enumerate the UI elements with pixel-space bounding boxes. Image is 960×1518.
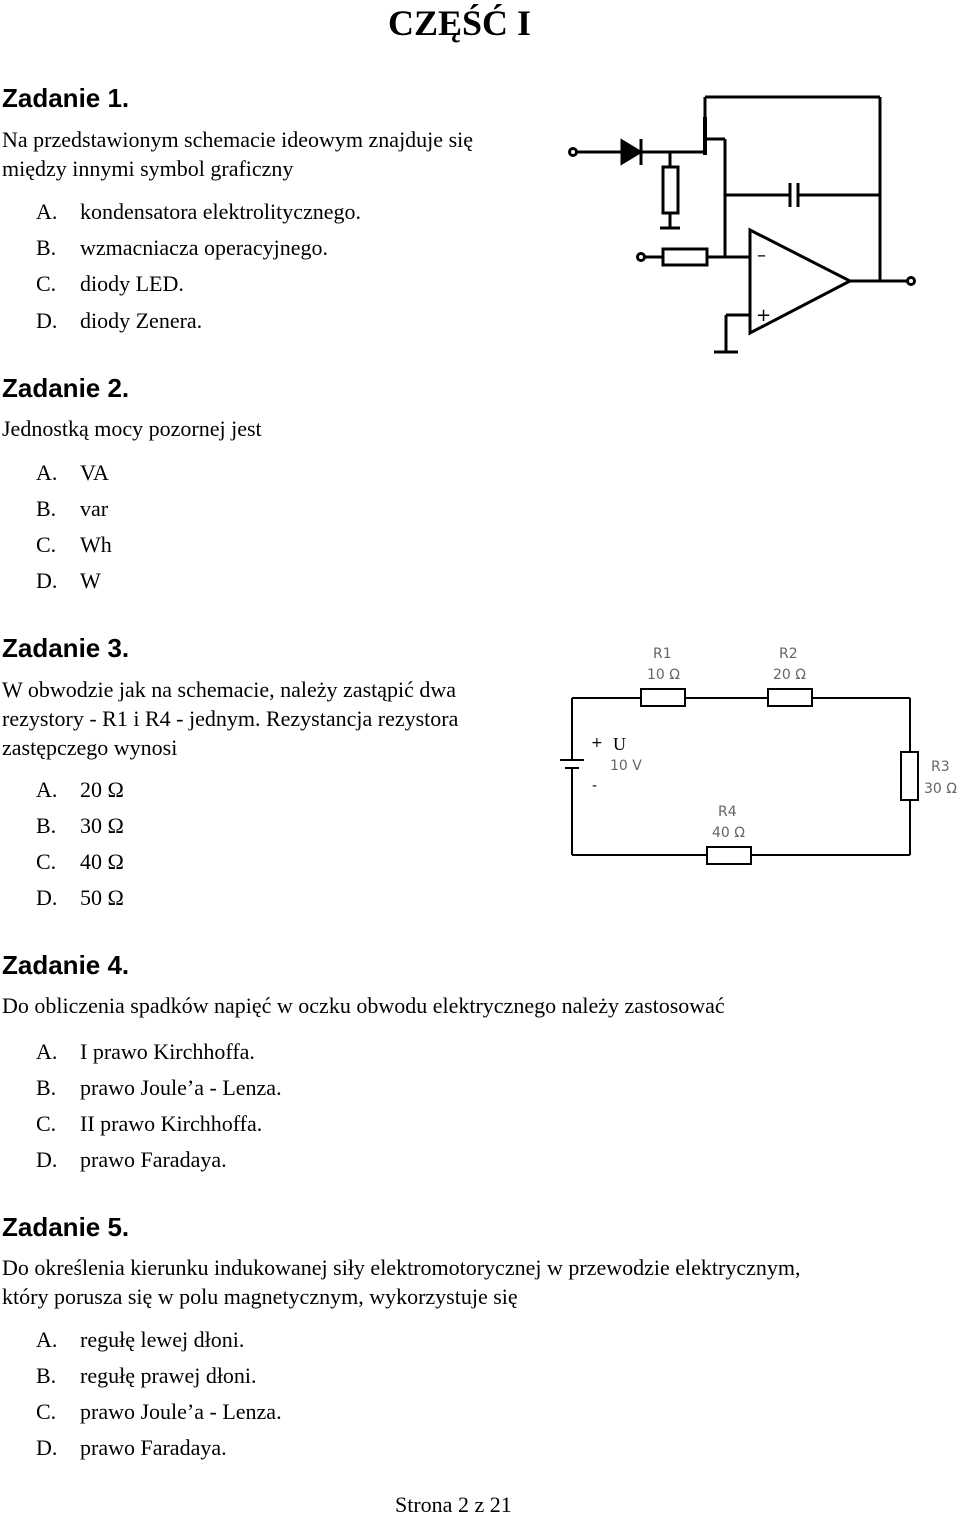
- option-letter: C.: [36, 532, 57, 557]
- question-heading: Zadanie 3.: [2, 633, 130, 663]
- option-letter: B.: [36, 496, 57, 521]
- answer-option: [36, 1399, 282, 1425]
- input-terminal: [570, 149, 577, 156]
- resistor-r3-icon: [901, 752, 918, 800]
- option-letter: D.: [36, 1435, 58, 1460]
- option-letter: B.: [36, 1363, 57, 1388]
- answer-option: [36, 199, 361, 225]
- answer-option: [36, 308, 202, 334]
- answer-option: [36, 1111, 262, 1137]
- answer-option: [36, 1039, 255, 1065]
- answer-option: [36, 1363, 257, 1389]
- answer-option: [36, 885, 124, 911]
- option-letter: A.: [36, 1327, 58, 1352]
- r4-value: 40 Ω: [712, 825, 745, 841]
- question-text-line: który porusza się w polu magnetycznym, wykorzystuje się: [2, 1284, 518, 1309]
- answer-option: [36, 777, 124, 803]
- question-heading: Zadanie 2.: [2, 373, 130, 403]
- answer-option: [36, 1327, 244, 1353]
- resistor-r2-icon: [768, 689, 812, 706]
- option-letter: A.: [36, 460, 58, 485]
- option-text: prawo Joule’a - Lenza.: [80, 1399, 282, 1424]
- question-text-line: Jednostką mocy pozornej jest: [2, 416, 262, 441]
- r2-name: R2: [779, 646, 798, 662]
- answer-option: [36, 1147, 227, 1173]
- opamp-minus-label: –: [757, 245, 766, 266]
- option-letter: B.: [36, 235, 57, 260]
- battery-plus-label: +: [591, 735, 603, 751]
- page-title: CZĘŚĆ I: [388, 3, 532, 43]
- answer-option: [36, 1435, 227, 1461]
- resistor-r4-icon: [707, 847, 751, 864]
- option-text: prawo Faradaya.: [80, 1147, 227, 1172]
- r3-value: 30 Ω: [924, 781, 957, 797]
- r1-name: R1: [653, 646, 672, 662]
- r2-value: 20 Ω: [773, 667, 806, 683]
- option-letter: C.: [36, 849, 57, 874]
- answer-option: [36, 568, 101, 594]
- option-letter: B.: [36, 813, 57, 838]
- question-heading: Zadanie 4.: [2, 950, 130, 980]
- question-text-line: zastępczego wynosi: [2, 735, 178, 760]
- resistor-icon: [663, 167, 678, 213]
- answer-option: [36, 1075, 282, 1101]
- resistor-icon: [663, 249, 707, 265]
- question-text-line: Do obliczenia spadków napięć w oczku obwodu elektrycznego należy zastosować: [2, 993, 725, 1018]
- option-letter: A.: [36, 199, 58, 224]
- option-letter: C.: [36, 271, 57, 296]
- opamp-plus-label: +: [756, 305, 772, 326]
- answer-option: [36, 271, 184, 297]
- answer-option: [36, 813, 124, 839]
- option-text: W: [80, 568, 101, 593]
- answer-option: [36, 496, 108, 522]
- input-terminal: [638, 254, 645, 261]
- option-text: var: [80, 496, 109, 521]
- r3-name: R3: [931, 759, 950, 775]
- answer-option: [36, 460, 109, 486]
- answer-option: [36, 235, 328, 261]
- option-text: kondensatora elektrolitycznego.: [80, 199, 362, 224]
- option-letter: A.: [36, 777, 58, 802]
- option-text: regułę prawej dłoni.: [80, 1363, 257, 1388]
- diode-icon: [622, 141, 640, 163]
- question-text: [2, 414, 262, 443]
- voltage-value: 10 V: [610, 758, 642, 774]
- resistor-r1-icon: [641, 689, 685, 706]
- question-text-line: Do określenia kierunku indukowanej siły elektromotorycznej w przewodzie elektrycznym,: [2, 1255, 801, 1280]
- r4-name: R4: [718, 804, 737, 820]
- option-text: diody LED.: [80, 271, 184, 296]
- option-text: Wh: [80, 532, 112, 557]
- option-letter: A.: [36, 1039, 58, 1064]
- option-letter: C.: [36, 1111, 57, 1136]
- battery-minus-label: -: [592, 778, 598, 794]
- option-letter: D.: [36, 568, 58, 593]
- option-text: 30 Ω: [80, 813, 124, 838]
- question-heading: Zadanie 5.: [2, 1212, 130, 1242]
- output-terminal: [908, 278, 915, 285]
- option-text: 20 Ω: [80, 777, 124, 802]
- answer-option: [36, 532, 112, 558]
- question-text: [2, 675, 458, 762]
- question-text: [2, 125, 473, 183]
- question-text-line: Na przedstawionym schemacie ideowym znajduje się: [2, 127, 474, 152]
- option-text: I prawo Kirchhoffa.: [80, 1039, 255, 1064]
- option-text: 50 Ω: [80, 885, 124, 910]
- option-text: VA: [80, 460, 109, 485]
- opamp-schematic: [560, 85, 920, 360]
- question-heading: Zadanie 1.: [2, 83, 130, 113]
- question-text-line: między innymi symbol graficzny: [2, 156, 294, 181]
- option-text: diody Zenera.: [80, 308, 203, 333]
- option-text: prawo Joule’a - Lenza.: [80, 1075, 282, 1100]
- option-letter: D.: [36, 1147, 58, 1172]
- answer-option: [36, 849, 124, 875]
- question-text-line: rezystory - R1 i R4 - jednym. Rezystancja rezystora: [2, 706, 459, 731]
- option-text: regułę lewej dłoni.: [80, 1327, 245, 1352]
- option-letter: B.: [36, 1075, 57, 1100]
- option-letter: C.: [36, 1399, 57, 1424]
- question-text: [2, 991, 725, 1020]
- page-footer: Strona 2 z 21: [395, 1492, 512, 1517]
- option-text: prawo Faradaya.: [80, 1435, 227, 1460]
- r1-value: 10 Ω: [647, 667, 680, 683]
- question-text-line: W obwodzie jak na schemacie, należy zastąpić dwa: [2, 677, 457, 702]
- resistor-circuit-schematic: [555, 640, 960, 870]
- option-text: 40 Ω: [80, 849, 124, 874]
- option-letter: D.: [36, 885, 58, 910]
- voltage-label: U: [613, 734, 626, 754]
- question-text: [2, 1253, 800, 1311]
- option-text: II prawo Kirchhoffa.: [80, 1111, 263, 1136]
- option-letter: D.: [36, 308, 58, 333]
- option-text: wzmacniacza operacyjnego.: [80, 235, 328, 260]
